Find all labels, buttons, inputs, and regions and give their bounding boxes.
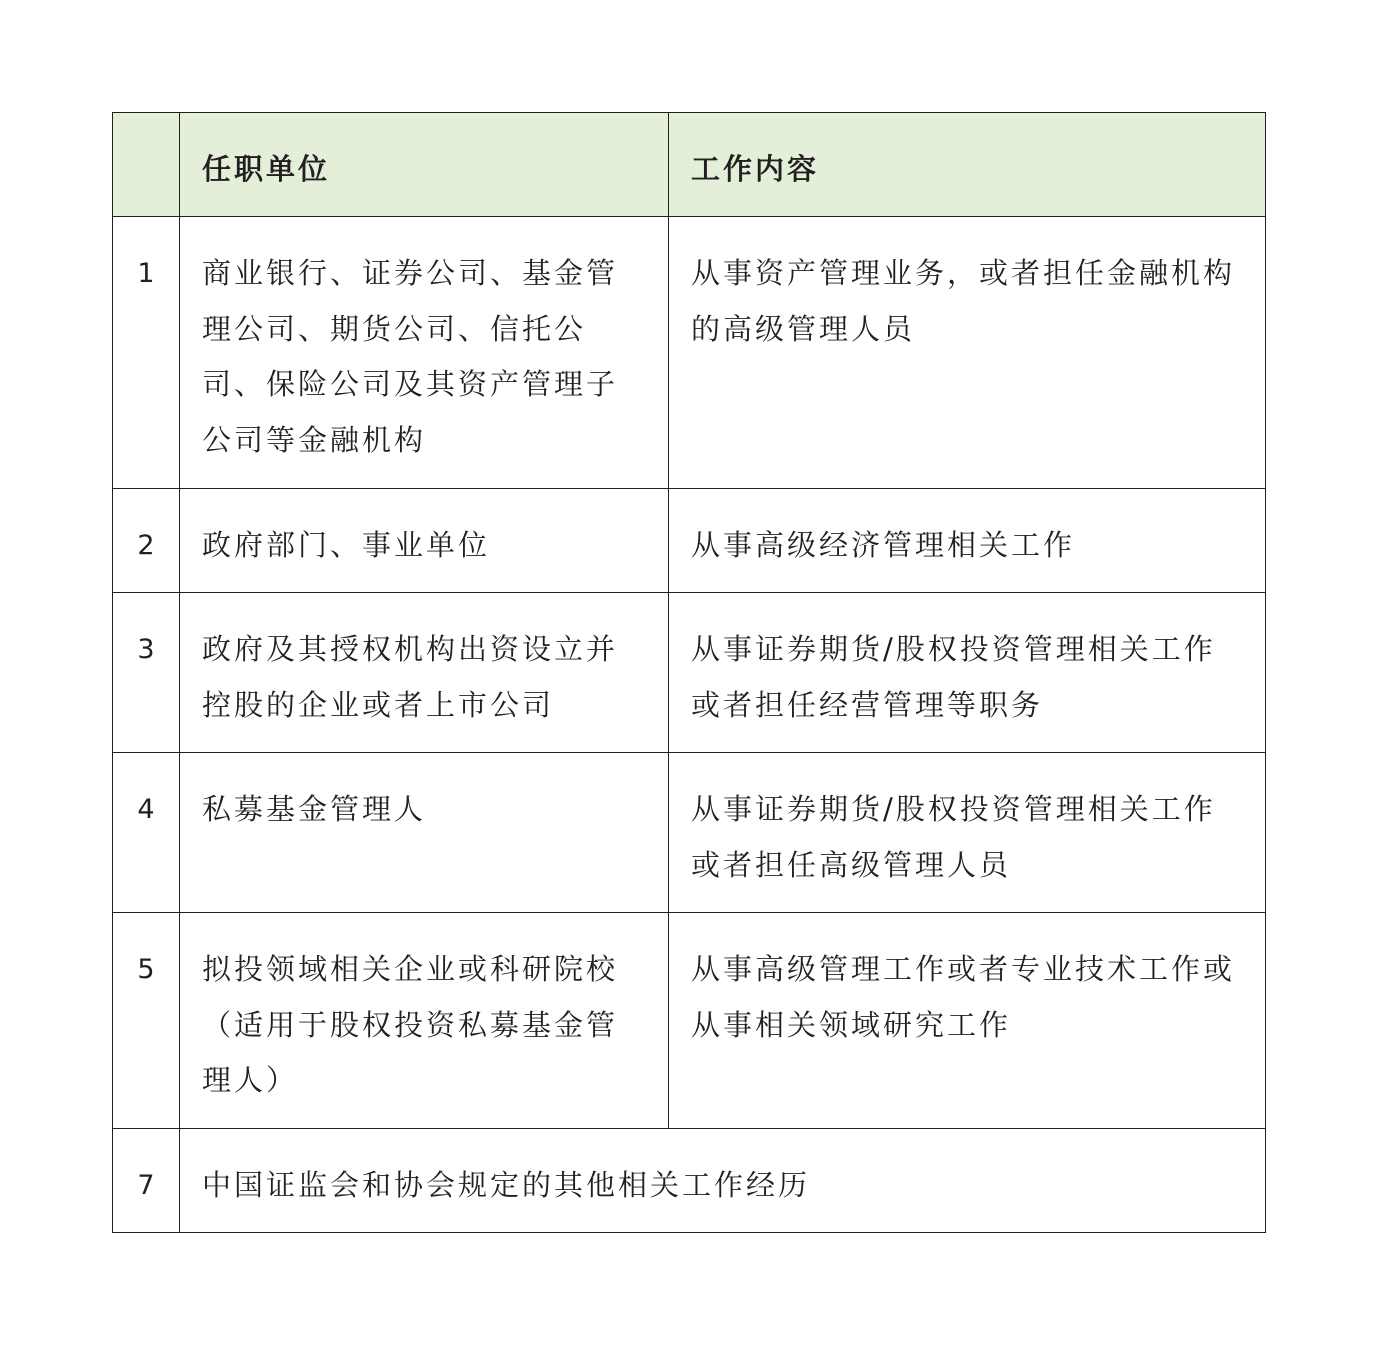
row-unit-cell: 政府部门、事业单位 xyxy=(180,489,669,593)
header-work-cell: 工作内容 xyxy=(669,113,1266,217)
table-row xyxy=(113,593,1266,753)
row-number-cell: 2 xyxy=(113,489,180,593)
row-number-cell: 1 xyxy=(113,217,180,489)
table-header-row xyxy=(113,113,1266,217)
row-unit-cell: 商业银行、证券公司、基金管理公司、期货公司、信托公司、保险公司及其资产管理子公司等金融机构 xyxy=(180,217,669,489)
row-number-cell: 4 xyxy=(113,753,180,913)
row-work-cell: 从事证券期货/股权投资管理相关工作或者担任经营管理等职务 xyxy=(669,593,1266,753)
table-row xyxy=(113,913,1266,1129)
row-number-cell: 7 xyxy=(113,1129,180,1233)
row-work-cell: 从事高级经济管理相关工作 xyxy=(669,489,1266,593)
header-unit-cell: 任职单位 xyxy=(180,113,669,217)
row-number-cell: 5 xyxy=(113,913,180,1129)
row-unit-cell: 拟投领域相关企业或科研院校（适用于股权投资私募基金管理人） xyxy=(180,913,669,1129)
row-work-cell: 从事资产管理业务，或者担任金融机构的高级管理人员 xyxy=(669,217,1266,489)
row-number-cell: 3 xyxy=(113,593,180,753)
row-merged-cell: 中国证监会和协会规定的其他相关工作经历 xyxy=(180,1129,1266,1233)
header-number-cell xyxy=(113,113,180,217)
row-unit-cell: 政府及其授权机构出资设立并控股的企业或者上市公司 xyxy=(180,593,669,753)
table-footer-row xyxy=(113,1129,1266,1233)
table-row xyxy=(113,217,1266,489)
table-row xyxy=(113,489,1266,593)
row-work-cell: 从事高级管理工作或者专业技术工作或从事相关领域研究工作 xyxy=(669,913,1266,1129)
row-unit-cell: 私募基金管理人 xyxy=(180,753,669,913)
qualification-table xyxy=(112,112,1266,1233)
row-work-cell: 从事证券期货/股权投资管理相关工作或者担任高级管理人员 xyxy=(669,753,1266,913)
table-row xyxy=(113,753,1266,913)
